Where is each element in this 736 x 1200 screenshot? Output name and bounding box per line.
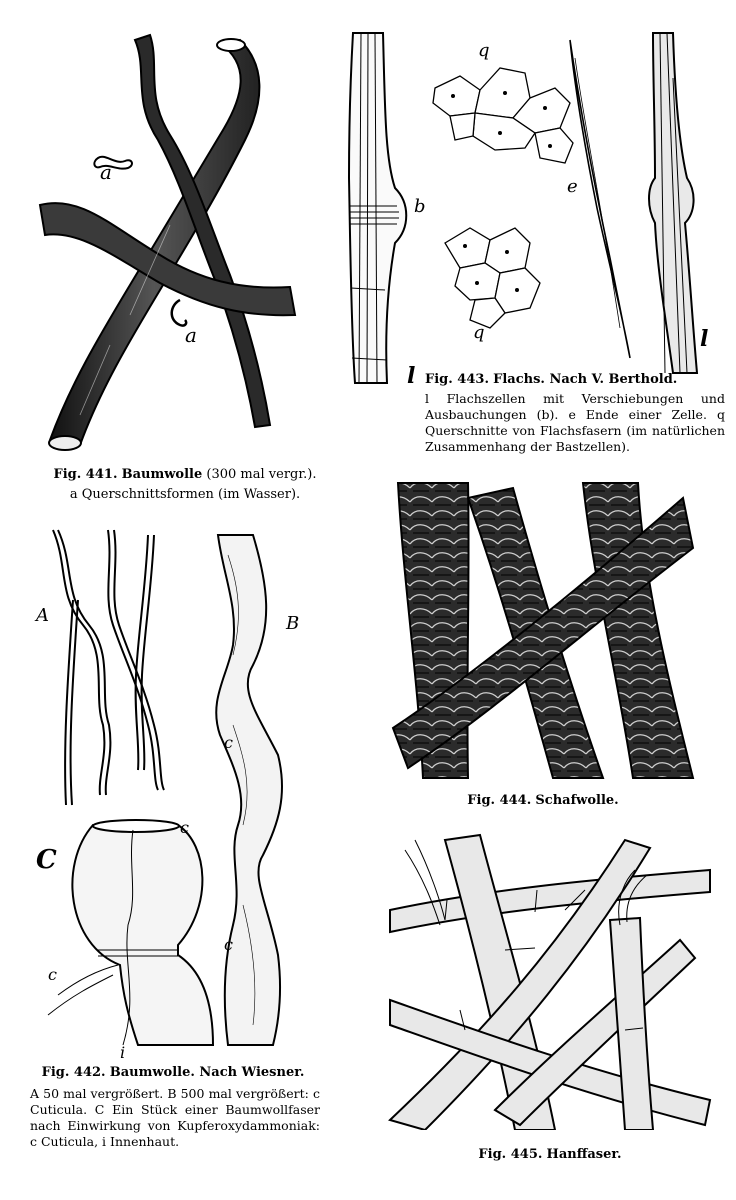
figure-441-caption <box>20 466 350 483</box>
fig442-label-i: i <box>120 1043 126 1062</box>
figure-445-caption <box>385 1146 715 1163</box>
fig442-caption-title: Baumwolle. Nach Wiesner. <box>109 1065 305 1080</box>
fig442-label-c-1: c <box>224 733 233 752</box>
fig443-caption-number: Fig. 443. <box>425 372 489 387</box>
fig444-caption-number: Fig. 444. <box>467 793 532 808</box>
fig443-label-q-top: q <box>478 40 490 61</box>
fig443-label-l-right: l <box>700 326 709 352</box>
figure-443-description: l Flachszellen mit Verschiebungen und Ausbauchungen (b). e Ende einer Zelle. q Querschnitte von Flachsfasern (im natürlichen Zusammenhang der Bastzellen). <box>425 391 725 454</box>
figure-442-cotton-wiesner-illustration <box>28 525 328 1060</box>
fig443-label-q-bottom: q <box>473 322 485 343</box>
fig441-caption-title: Baumwolle <box>121 467 203 482</box>
fig441-caption-number: Fig. 441. <box>53 467 118 482</box>
fig442-label-B: B <box>286 613 300 634</box>
fig442-label-c-2: c <box>224 935 233 954</box>
fig442-label-A: A <box>36 605 49 626</box>
fig442-label-c-4: c <box>48 965 57 984</box>
fig442-label-c-3: c <box>180 818 189 837</box>
fig441-caption-detail: (300 mal vergr.). <box>206 467 317 482</box>
figure-441-cotton-illustration <box>20 25 340 465</box>
fig443-label-l-left: l <box>407 363 416 389</box>
fig445-caption-title: Hanffaser. <box>546 1147 622 1162</box>
fig442-label-C: C <box>36 845 57 875</box>
figure-443-caption <box>425 371 725 388</box>
fig445-caption-number: Fig. 445. <box>478 1147 543 1162</box>
figure-441-caption-line2: a Querschnittsformen (im Wasser). <box>69 487 301 502</box>
figure-443-flax-illustration <box>335 28 725 388</box>
figure-444-caption <box>388 792 698 809</box>
figure-442-caption <box>18 1064 328 1081</box>
figure-445-hemp-fiber-illustration <box>385 830 715 1130</box>
fig443-caption-title: Flachs. Nach V. Berthold. <box>493 372 678 387</box>
figure-444-sheep-wool-illustration <box>388 478 698 780</box>
fig441-label-a-bottom: a <box>185 323 197 347</box>
fig441-label-a-top: a <box>100 160 112 184</box>
fig444-caption-title: Schafwolle. <box>535 793 619 808</box>
figure-442-description: A 50 mal vergrößert. B 500 mal vergrößert: c Cuticula. C Ein Stück einer Baumwollfaser nach Einwirkung von Kupferoxydammoniak: c Cuticula, i Innenhaut. <box>30 1086 320 1149</box>
fig442-caption-number: Fig. 442. <box>41 1065 106 1080</box>
fig443-label-e: e <box>567 176 578 197</box>
fig443-label-b: b <box>414 196 426 217</box>
